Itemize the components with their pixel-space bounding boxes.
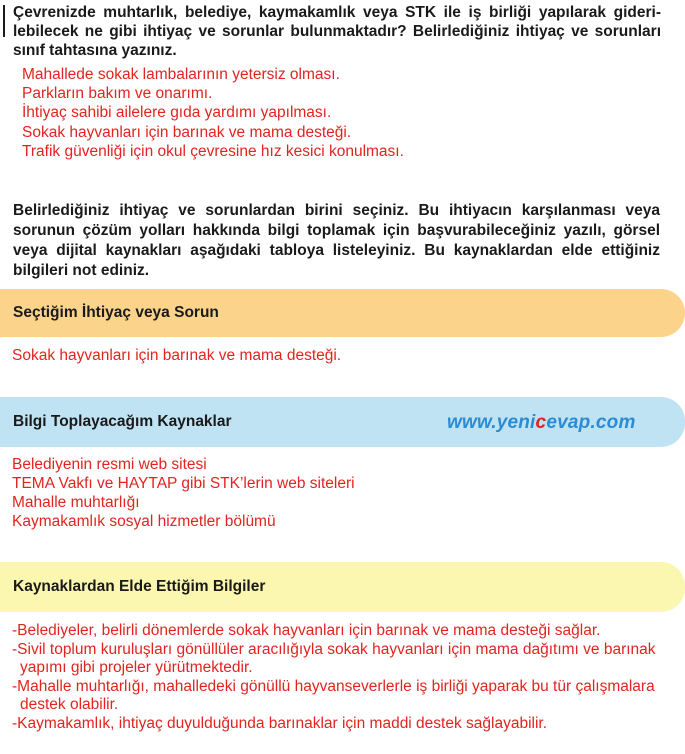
findings-header	[0, 562, 685, 612]
list-item: Parkların bakım ve onarımı.	[22, 85, 213, 103]
list-item: TEMA Vakfı ve HAYTAP gibi STK’lerin web siteleri	[12, 475, 355, 492]
sources-list	[12, 455, 355, 531]
list-item: Kaymakamlık sosyal hizmetler bölümü	[12, 513, 276, 530]
list-item: -Belediyeler, belirli dönemlerde sokak hayvanları için barınak ve mama desteği sağlar.	[12, 622, 601, 639]
list-item: Mahalle muhtarlığı	[12, 494, 140, 511]
question-1: Çevrenizde muhtarlık, belediye, kaymakamlık veya STK ile iş birliği yapılarak gideri-lebilecek ne gibi ihtiyaç ve sorunlar bulunmaktadır? Belirlediğiniz ihtiyaç ve sorunları sınıf tahtasına yazınız.	[13, 4, 661, 59]
list-item: İhtiyaç sahibi ailelere gıda yardımı yapılması.	[22, 104, 332, 122]
needs-list	[22, 65, 404, 161]
list-item: -Mahalle muhtarlığı, mahalledeki gönüllü hayvanseverlerle iş birliği yaparak bu tür çalışmalara destek olabilir.	[12, 677, 655, 714]
list-item: -Sivil toplum kuruluşları gönüllüler aracılığıyla sokak hayvanları için mama dağıtımı ve barınak yapımı gibi projeler yürütmektedir.	[12, 640, 656, 677]
selected-need-answer: Sokak hayvanları için barınak ve mama desteği.	[12, 347, 342, 364]
selected-need-header	[0, 289, 685, 337]
section-title: Seçtiğim İhtiyaç veya Sorun	[13, 304, 219, 321]
list-item: -Kaymakamlık, ihtiyaç duyulduğunda barınaklar için maddi destek sağlayabilir.	[12, 714, 548, 732]
watermark: www.yenicevap.com	[447, 412, 636, 433]
list-item: Belediyenin resmi web sitesi	[12, 456, 207, 473]
list-item: Trafik güvenliği için okul çevresine hız kesici konulması.	[22, 142, 404, 160]
section-title: Kaynaklardan Elde Ettiğim Bilgiler	[13, 578, 266, 595]
list-item: Mahallede sokak lambalarının yetersiz olması.	[22, 66, 340, 83]
findings-list	[12, 622, 678, 734]
question-2: Belirlediğiniz ihtiyaç ve sorunlardan birini seçiniz. Bu ihtiyacın karşılanması veya sorunun çözüm yolları hakkında bilgi toplamak için başvurabileceğiniz yazılı, görsel veya dijital kaynakları aşağıdaki tabloya listeleyiniz. Bu kaynaklardan elde ettiğiniz bilgileri not ediniz.	[13, 202, 660, 279]
question-marker	[3, 5, 5, 37]
list-item: Sokak hayvanları için barınak ve mama desteği.	[22, 123, 352, 141]
section-title: Bilgi Toplayacağım Kaynaklar	[13, 413, 232, 430]
